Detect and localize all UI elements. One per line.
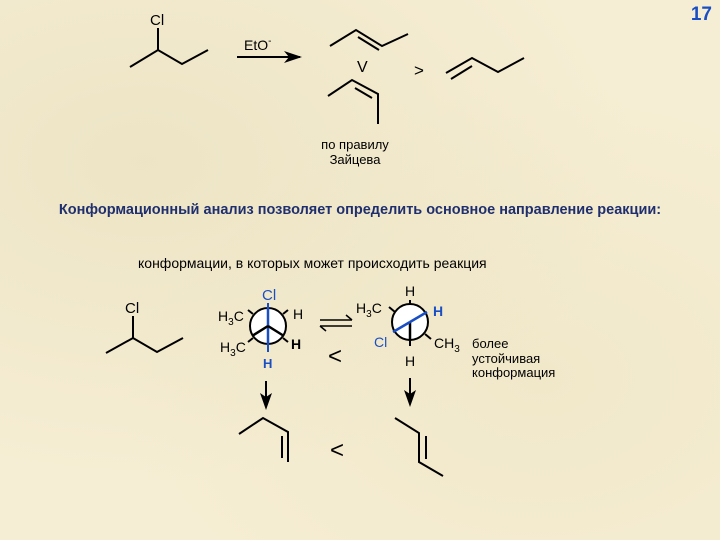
down-arrow-left xyxy=(260,381,272,410)
comparison-less-newman: < xyxy=(328,343,343,370)
newman-right-h-bottom: H xyxy=(405,353,416,369)
newman-left-h-topright: H xyxy=(293,306,304,322)
newman-right xyxy=(389,300,431,346)
substrate-bottom-cl-label: Cl xyxy=(125,300,140,317)
newman-left-cl: Cl xyxy=(262,287,277,304)
stable-note-line-3: конформация xyxy=(472,365,556,380)
newman-right-h-top: H xyxy=(405,283,416,299)
stable-conformation-note xyxy=(472,337,555,381)
substrate-structure-bottom xyxy=(106,316,183,353)
equilibrium-arrows xyxy=(320,315,352,331)
newman-left-h-bottomright: H xyxy=(291,336,302,352)
newman-right-ch3: $CH_3$ xyxy=(434,335,460,355)
substrate-structure xyxy=(130,28,208,67)
newman-right-h: H xyxy=(433,303,444,319)
stable-note-line-1: более xyxy=(472,336,509,351)
trans-butene-structure xyxy=(330,30,408,50)
comparison-greater: > xyxy=(414,61,424,80)
down-arrow-right xyxy=(404,378,416,407)
cis-butene-structure xyxy=(328,80,378,124)
conformations-subheading: конформации, в которых может происходить реакция xyxy=(138,255,487,271)
page-number: 17 xyxy=(690,4,712,25)
cis-product-structure xyxy=(239,418,288,462)
substrate-cl-label: Cl xyxy=(150,12,165,29)
trans-product-structure xyxy=(395,418,443,476)
comparison-less-products: < xyxy=(330,437,345,464)
newman-left xyxy=(248,303,288,352)
newman-left-h3c-top: $H_3C$ xyxy=(218,308,244,328)
one-butene-structure xyxy=(446,58,524,79)
zaitsev-note-line-2: Зайцева xyxy=(329,152,381,167)
reagent-label: EtO- xyxy=(244,36,272,53)
slide-heading: Конформационный анализ позволяет определить основное направление реакции: xyxy=(58,202,662,218)
newman-left-h3c-bottom: $H_3C$ xyxy=(220,339,246,359)
zaitsev-note-line-1: по правилу xyxy=(321,137,389,152)
newman-right-cl: Cl xyxy=(374,334,388,350)
zaitsev-note xyxy=(300,137,410,167)
stable-note-line-2: устойчивая xyxy=(472,350,541,366)
comparison-vertical: V xyxy=(357,59,368,76)
newman-left-h-bottom: H xyxy=(263,356,273,371)
newman-right-h3c: $H_3C$ xyxy=(356,300,382,320)
